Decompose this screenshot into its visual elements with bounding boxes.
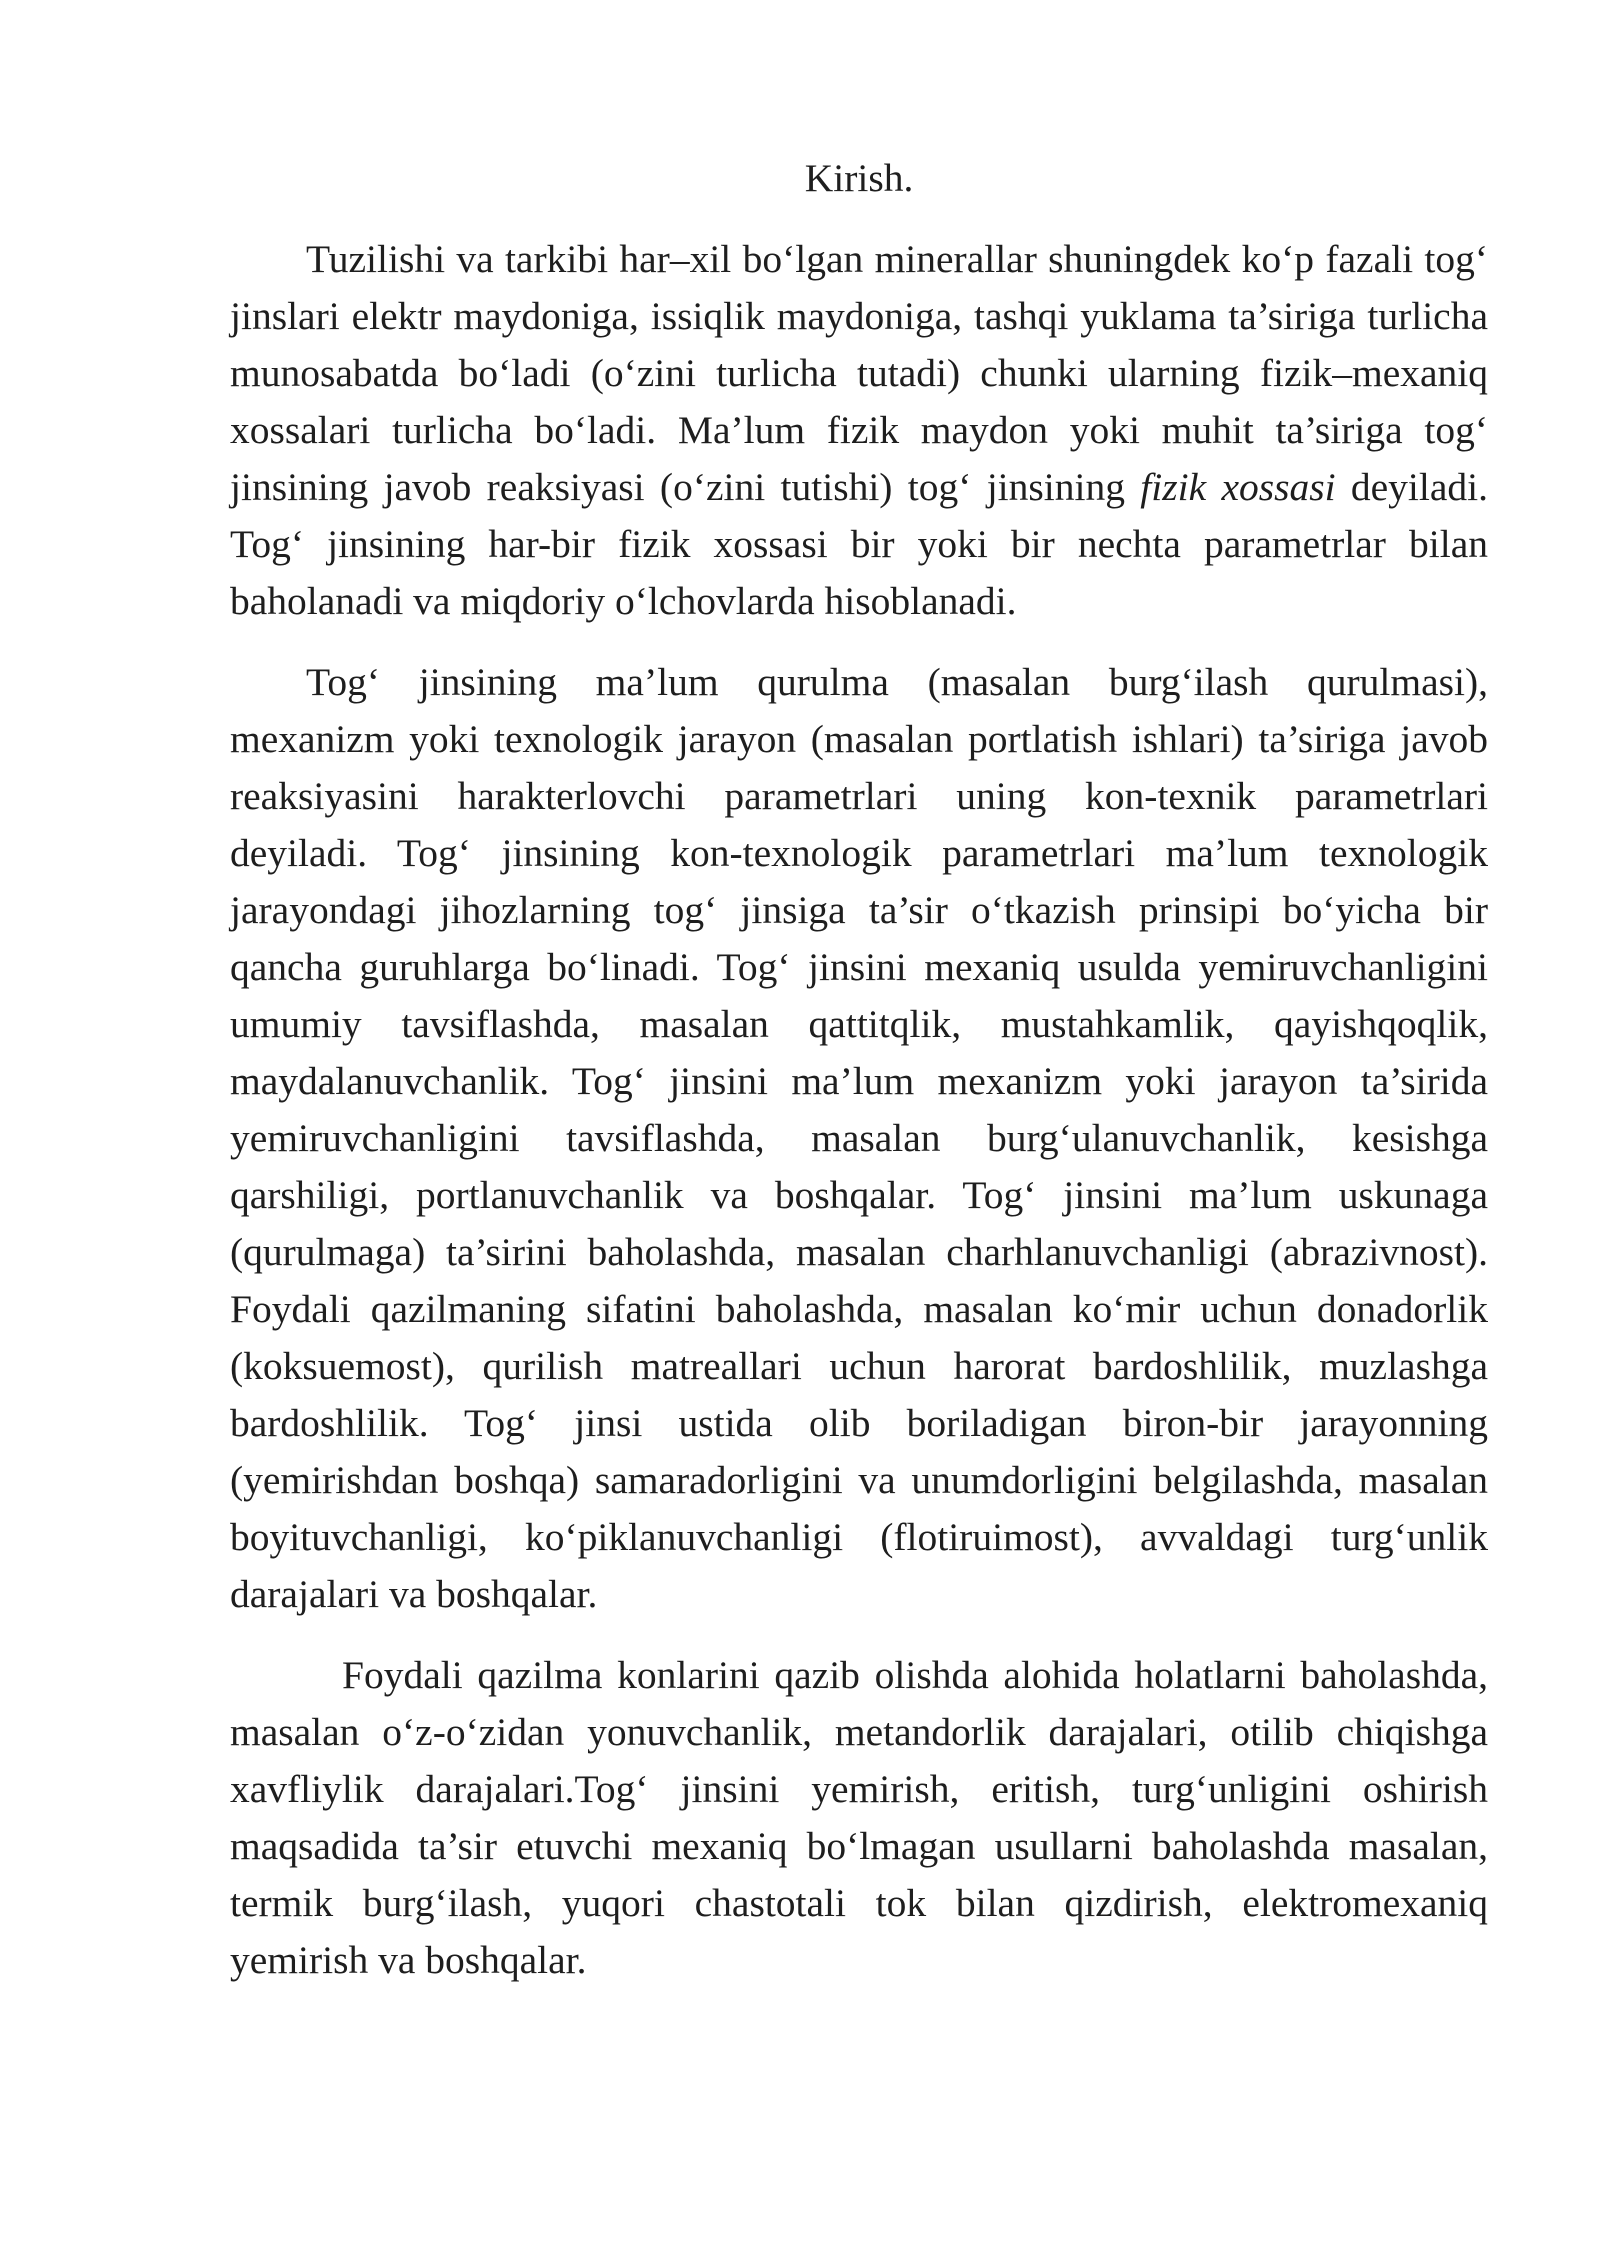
document-title: Kirish. xyxy=(804,156,914,200)
paragraph-1-text-start: Tuzilishi va tarkibi har–xil boʻlgan minerallar shuningdek koʻp fazali togʻ jinslari elektr maydoniga, issiqlik maydoniga, tashqi yuklama ta’siriga turlicha munosabatda boʻladi (oʻzini turlicha tutadi) chunki ularning fizik–mexaniq xossalari turlicha boʻladi. Ma’lum fizik maydon yoki muhit ta’siriga togʻ jinsining javob reaksiyasi (oʻzini tutishi) togʻ jinsining xyxy=(230,237,1488,509)
paragraph-1-text-end: deyiladi. Togʻ jinsining har-bir fizik xossasi bir yoki bir nechta parametrlar bilan baholanadi va miqdoriy oʻlchovlarda hisoblanadi. xyxy=(230,465,1488,623)
paragraph-physical-properties xyxy=(230,231,1488,630)
paragraph-mining-technical-parameters: Togʻ jinsining ma’lum qurulma (masalan burgʻilash qurulmasi), mexanizm yoki texnologik jarayon (masalan portlatish ishlari) ta’siriga javob reaksiyasini harakterlovchi parametrlari uning kon-texnik parametrlari deyiladi. Togʻ jinsining kon-texnologik parametrlari ma’lum texnologik jarayondagi jihozlarning togʻ jinsiga ta’sir oʻtkazish prinsipi boʻyicha bir qancha guruhlarga boʻlinadi. Togʻ jinsini mexaniq usulda yemiruvchanligini umumiy tavsiflashda, masalan qattitqlik, mustahkamlik, qayishqoqlik, maydalanuvchanlik. Togʻ jinsini ma’lum mexanizm yoki jarayon ta’sirida yemiruvchanligini tavsiflashda, masalan burgʻulanuvchanlik, kesishga qarshiligi, portlanuvchanlik va boshqalar. Togʻ jinsini ma’lum uskunaga (qurulmaga) ta’sirini baholashda, masalan charhlanuvchanligi (abrazivnost). Foydali qazilmaning sifatini baholashda, masalan koʻmir uchun donadorlik (koksuemost), qurilish matreallari uchun harorat bardoshlilik, muzlashga bardoshlilik. Togʻ jinsi ustida olib boriladigan biron-bir jarayonning (yemirishdan boshqa) samaradorligini va unumdorligini belgilashda, masalan boyituvchanligi, koʻpiklanuvchanligi (flotiruimost), avvaldagi turgʻunlik darajalari va boshqalar. xyxy=(230,660,1488,1616)
italic-term: fizik xossasi xyxy=(1140,465,1336,509)
document-page xyxy=(230,150,1488,2013)
paragraph-mineral-deposits: Foydali qazilma konlarini qazib olishda alohida holatlarni baholashda, masalan oʻz-oʻzidan yonuvchanlik, metandorlik darajalari, otilib chiqishga xavfliylik darajalari.Togʻ jinsini yemirish, eritish, turgʻunligini oshirish maqsadida ta’sir etuvchi mexaniq boʻlmagan usullarni baholashda masalan, termik burgʻilash, yuqori chastotali tok bilan qizdirish, elektromexaniq yemirish va boshqalar. xyxy=(230,1653,1488,1982)
